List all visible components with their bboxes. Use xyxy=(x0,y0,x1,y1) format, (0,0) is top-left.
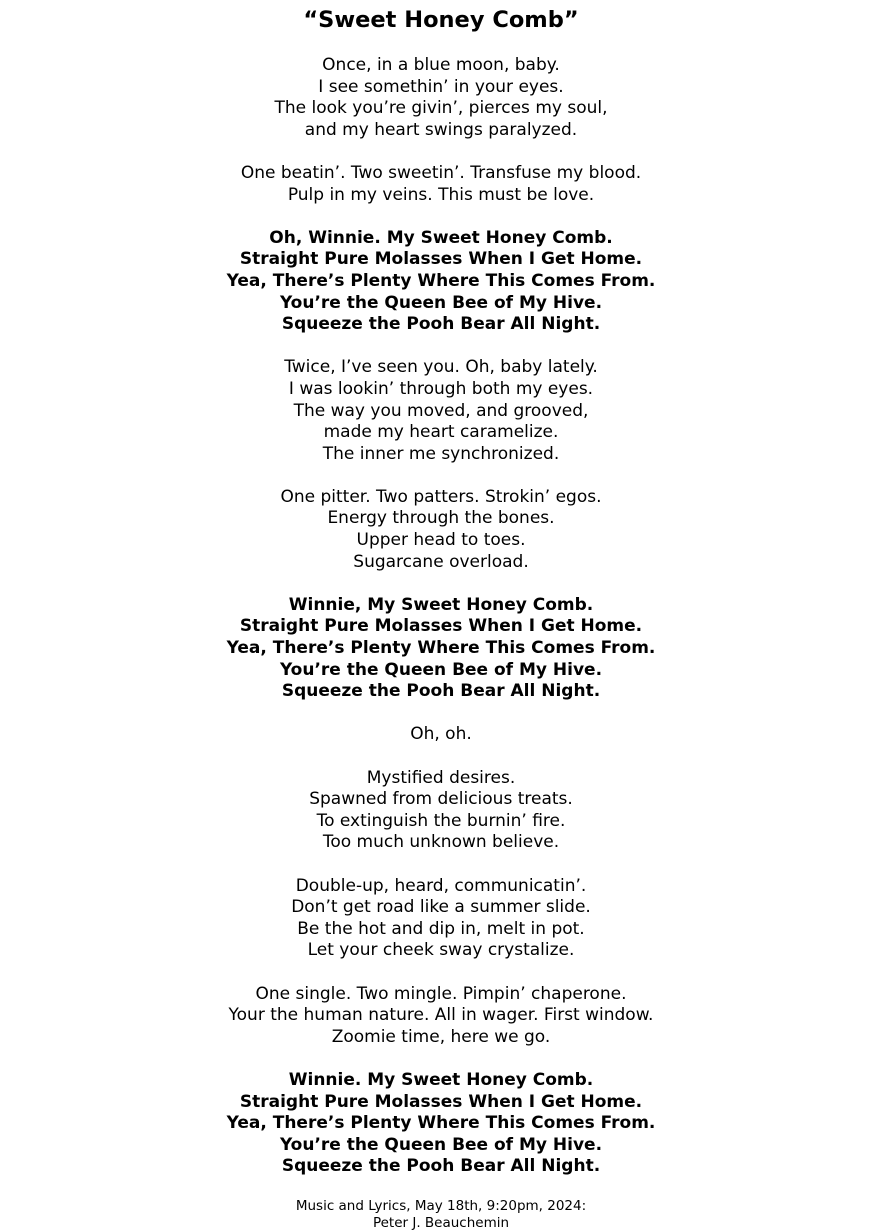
lyric-line: Spawned from delicious treats. xyxy=(0,789,882,811)
chorus-stanza xyxy=(0,595,882,703)
stanza-gap xyxy=(0,336,882,358)
lyric-line: Be the hot and dip in, melt in pot. xyxy=(0,919,882,941)
lyric-line: Mystified desires. xyxy=(0,768,882,790)
chorus-line: Squeeze the Pooh Bear All Night. xyxy=(0,681,882,703)
lyric-line: Twice, I’ve seen you. Oh, baby lately. xyxy=(0,357,882,379)
lyric-line: The inner me synchronized. xyxy=(0,444,882,466)
chorus-line: You’re the Queen Bee of My Hive. xyxy=(0,1135,882,1157)
verse-stanza xyxy=(0,984,882,1049)
chorus-line: Oh, Winnie. My Sweet Honey Comb. xyxy=(0,228,882,250)
lyric-line: Oh, oh. xyxy=(0,724,882,746)
lyric-line: One beatin’. Two sweetin’. Transfuse my blood. xyxy=(0,163,882,185)
stanza-gap xyxy=(0,854,882,876)
chorus-line: Squeeze the Pooh Bear All Night. xyxy=(0,1156,882,1178)
chorus-line: Squeeze the Pooh Bear All Night. xyxy=(0,314,882,336)
lyric-line: The look you’re givin’, pierces my soul, xyxy=(0,98,882,120)
lyric-line: Energy through the bones. xyxy=(0,508,882,530)
lyric-line: Too much unknown believe. xyxy=(0,832,882,854)
stanza-gap xyxy=(0,1048,882,1070)
lyrics-body xyxy=(0,55,882,1178)
verse-stanza xyxy=(0,163,882,206)
chorus-line: Straight Pure Molasses When I Get Home. xyxy=(0,1092,882,1114)
stanza-gap xyxy=(0,746,882,768)
lyric-line: Your the human nature. All in wager. First window. xyxy=(0,1005,882,1027)
lyric-line: To extinguish the burnin’ fire. xyxy=(0,811,882,833)
chorus-line: Straight Pure Molasses When I Get Home. xyxy=(0,249,882,271)
lyric-line: Zoomie time, here we go. xyxy=(0,1027,882,1049)
song-title: “Sweet Honey Comb” xyxy=(0,4,882,36)
lyric-line: and my heart swings paralyzed. xyxy=(0,120,882,142)
stanza-gap xyxy=(0,962,882,984)
stanza-gap xyxy=(0,465,882,487)
lyric-line: I was lookin’ through both my eyes. xyxy=(0,379,882,401)
lyric-line: Once, in a blue moon, baby. xyxy=(0,55,882,77)
chorus-line: Yea, There’s Plenty Where This Comes From. xyxy=(0,271,882,293)
verse-stanza xyxy=(0,55,882,141)
verse-stanza xyxy=(0,876,882,962)
lyric-line: Pulp in my veins. This must be love. xyxy=(0,185,882,207)
stanza-gap xyxy=(0,703,882,725)
lyric-line: Don’t get road like a summer slide. xyxy=(0,897,882,919)
credits xyxy=(0,1198,882,1231)
verse-stanza xyxy=(0,768,882,854)
lyric-line: Sugarcane overload. xyxy=(0,552,882,574)
chorus-stanza xyxy=(0,228,882,336)
credits-line: Music and Lyrics, May 18th, 9:20pm, 2024: xyxy=(0,1198,882,1215)
stanza-gap xyxy=(0,141,882,163)
stanza-gap xyxy=(0,573,882,595)
lyric-line: One pitter. Two patters. Strokin’ egos. xyxy=(0,487,882,509)
verse-stanza xyxy=(0,487,882,573)
chorus-line: You’re the Queen Bee of My Hive. xyxy=(0,293,882,315)
stanza-gap xyxy=(0,206,882,228)
lyric-line: I see somethin’ in your eyes. xyxy=(0,77,882,99)
chorus-line: Straight Pure Molasses When I Get Home. xyxy=(0,616,882,638)
lyric-line: The way you moved, and grooved, xyxy=(0,401,882,423)
chorus-line: You’re the Queen Bee of My Hive. xyxy=(0,660,882,682)
verse-stanza xyxy=(0,357,882,465)
lyric-line: Upper head to toes. xyxy=(0,530,882,552)
chorus-line: Yea, There’s Plenty Where This Comes From. xyxy=(0,638,882,660)
credits-author: Peter J. Beauchemin xyxy=(0,1215,882,1231)
chorus-line: Winnie. My Sweet Honey Comb. xyxy=(0,1070,882,1092)
lyric-line: made my heart caramelize. xyxy=(0,422,882,444)
lyric-line: One single. Two mingle. Pimpin’ chaperone. xyxy=(0,984,882,1006)
verse-stanza xyxy=(0,724,882,746)
lyric-line: Let your cheek sway crystalize. xyxy=(0,940,882,962)
chorus-line: Yea, There’s Plenty Where This Comes From. xyxy=(0,1113,882,1135)
lyric-line: Double-up, heard, communicatin’. xyxy=(0,876,882,898)
chorus-stanza xyxy=(0,1070,882,1178)
chorus-line: Winnie, My Sweet Honey Comb. xyxy=(0,595,882,617)
